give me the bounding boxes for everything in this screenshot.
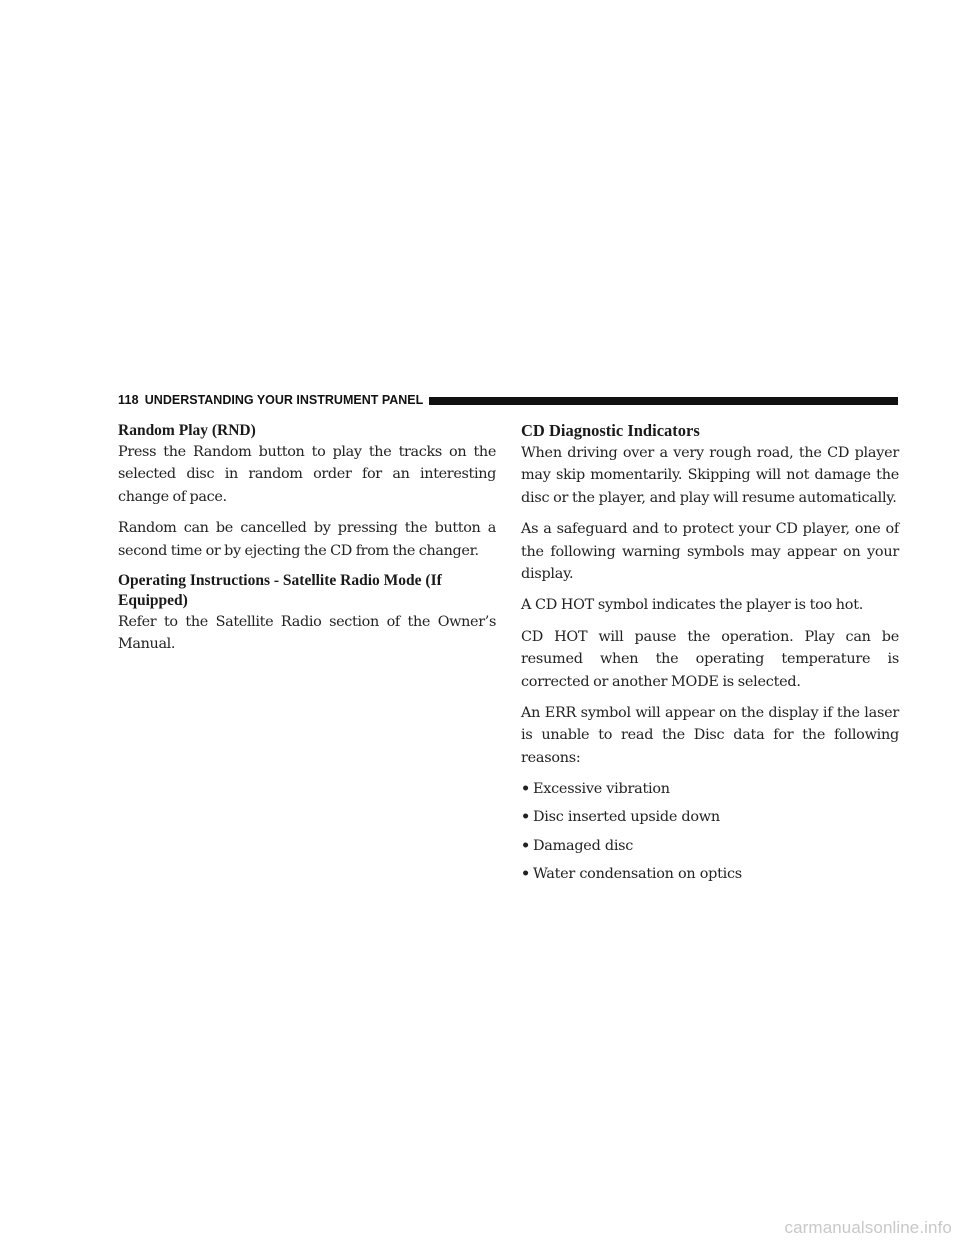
cd-diagnostic-heading: CD Diagnostic Indicators [521, 421, 700, 440]
cd-diagnostic-paragraph-3: A CD HOT symbol indicates the player is too hot. [521, 597, 864, 614]
random-play-paragraph-1: Press the Random button to play the tracks on the selected disc in random order for an interesting change of pace. [118, 444, 496, 505]
bullet-icon: • [521, 836, 530, 854]
random-play-heading: Random Play (RND) [118, 422, 256, 439]
random-play-paragraph-2: Random can be cancelled by pressing the button a second time or by ejecting the CD from the changer. [118, 520, 496, 559]
bullet-icon: • [521, 780, 530, 798]
bullet-icon: • [521, 864, 530, 882]
left-column [118, 420, 496, 665]
cd-diagnostic-paragraph-1: When driving over a very rough road, the CD player may skip momentarily. Skipping will not damage the disc or the player, and play will resume automatically. [521, 445, 899, 506]
right-column [521, 420, 899, 891]
list-item-text: Disc inserted upside down [533, 809, 720, 826]
header-rule [429, 397, 898, 405]
err-reasons-list [521, 778, 899, 885]
page-number: 118 [118, 393, 139, 407]
satellite-heading: Operating Instructions - Satellite Radio Mode (If Equipped) [118, 572, 442, 610]
cd-diagnostic-paragraph-2: As a safeguard and to protect your CD player, one of the following warning symbols may appear on your display. [521, 521, 899, 583]
list-item-text: Excessive vibration [533, 781, 670, 798]
satellite-paragraph: Refer to the Satellite Radio section of the Owner’s Manual. [118, 614, 496, 653]
list-item [521, 835, 899, 857]
cd-diagnostic-paragraph-4: CD HOT will pause the operation. Play can be resumed when the operating temperature is corrected or another MODE is selected. [521, 628, 899, 690]
cd-diagnostic-paragraph-5: An ERR symbol will appear on the display if the laser is unable to read the Disc data for the following reasons: [521, 705, 899, 766]
list-item-text: Water condensation on optics [533, 865, 742, 882]
list-item [521, 778, 899, 800]
list-item [521, 806, 899, 828]
list-item-text: Damaged disc [533, 837, 634, 854]
watermark: carmanualsonline.info [784, 1218, 952, 1237]
list-item [521, 863, 899, 885]
bullet-icon: • [521, 808, 530, 826]
section-title: UNDERSTANDING YOUR INSTRUMENT PANEL [144, 393, 424, 407]
page-header [118, 391, 898, 409]
